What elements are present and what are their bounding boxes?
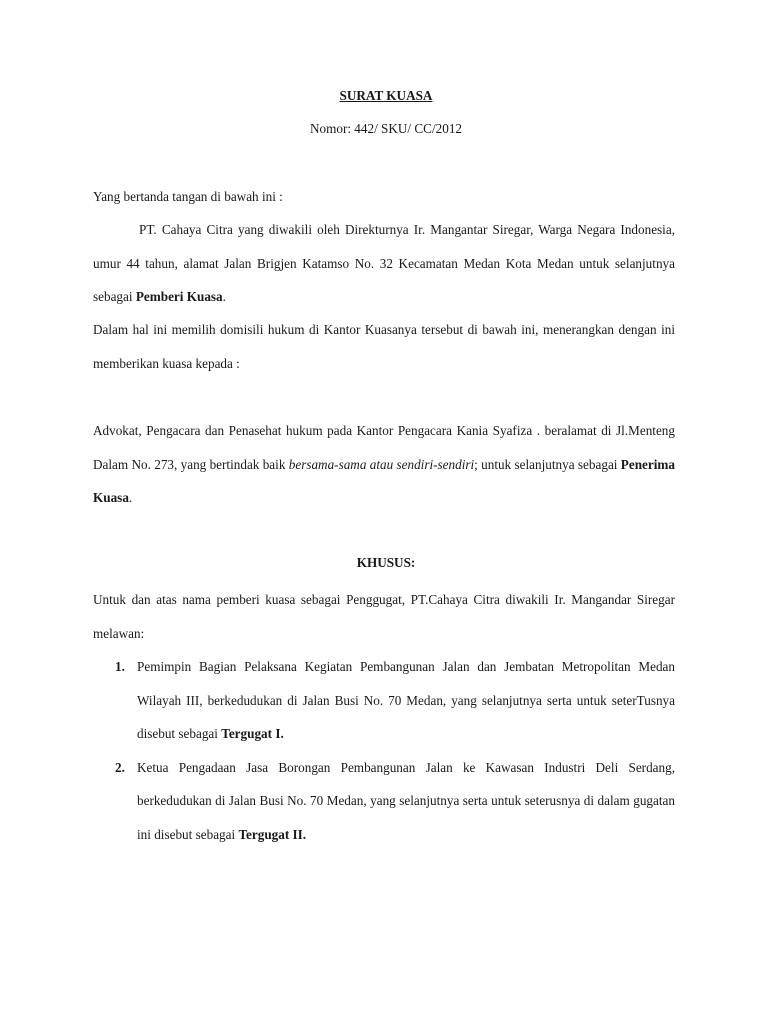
grantee-text-middle: ; untuk selanjutnya sebagai — [474, 456, 621, 472]
grantor-text: PT. Cahaya Citra yang diwakili oleh Direkturnya Ir. Mangantar Siregar, Warga Negara Indonesia, umur 44 tahun, alamat Jalan Brigjen Katamso No. 32 Kecamatan Medan Kota Medan untuk selanjutnya sebagai — [93, 222, 675, 304]
defendant-list — [93, 650, 675, 851]
grantor-text-end: . — [222, 289, 226, 304]
intro-paragraph: Yang bertanda tangan di bawah ini : — [93, 189, 283, 204]
grantee-paragraph — [93, 414, 675, 515]
list-item-role: Tergugat I. — [221, 726, 284, 741]
grantee-text: Advokat, Pengacara dan Penasehat hukum pada Kantor Pengacara Kania Syafiza . beralamat di Jl.Menteng Dalam No. 273, yang bertindak baik — [93, 423, 675, 472]
special-intro-paragraph: Untuk dan atas nama pemberi kuasa sebagai Penggugat, PT.Cahaya Citra diwakili Ir. Mangandar Siregar melawan: — [93, 592, 675, 641]
grantor-paragraph — [93, 213, 675, 314]
list-item-number: 2. — [115, 759, 125, 775]
list-item — [93, 650, 675, 751]
list-item-number: 1. — [115, 659, 125, 674]
document-number: Nomor: 442/ SKU/ CC/2012 — [309, 121, 463, 136]
grantee-italic: bersama-sama atau sendiri-sendiri — [288, 456, 475, 472]
domicile-paragraph: Dalam hal ini memilih domisili hukum di Kantor Kuasanya tersebut di bawah ini, menerangkan dengan ini memberikan kuasa kepada : — [93, 322, 675, 371]
list-item-role: Tergugat II. — [238, 826, 307, 842]
grantor-role: Pemberi Kuasa — [135, 289, 223, 304]
list-item-text: Ketua Pengadaan Jasa Borongan Pembangunan Jalan ke Kawasan Industri Deli Serdang, berkedudukan di Jalan Busi No. 70 Medan, yang selanjutnya serta untuk seterusnya di dalam gugatan ini disebut sebagai — [137, 759, 675, 842]
section-heading: KHUSUS: — [356, 555, 416, 570]
list-item — [93, 751, 675, 852]
document-title: SURAT KUASA — [339, 88, 433, 103]
grantee-text-end: . — [128, 490, 133, 505]
list-item-text: Pemimpin Bagian Pelaksana Kegiatan Pembangunan Jalan dan Jembatan Metropolitan Medan Wilayah III, berkedudukan di Jalan Busi No. 70 Medan, yang selanjutnya serta untuk seterTusnya disebut sebagai — [137, 659, 675, 741]
grantee-role: Penerima Kuasa — [93, 456, 675, 505]
